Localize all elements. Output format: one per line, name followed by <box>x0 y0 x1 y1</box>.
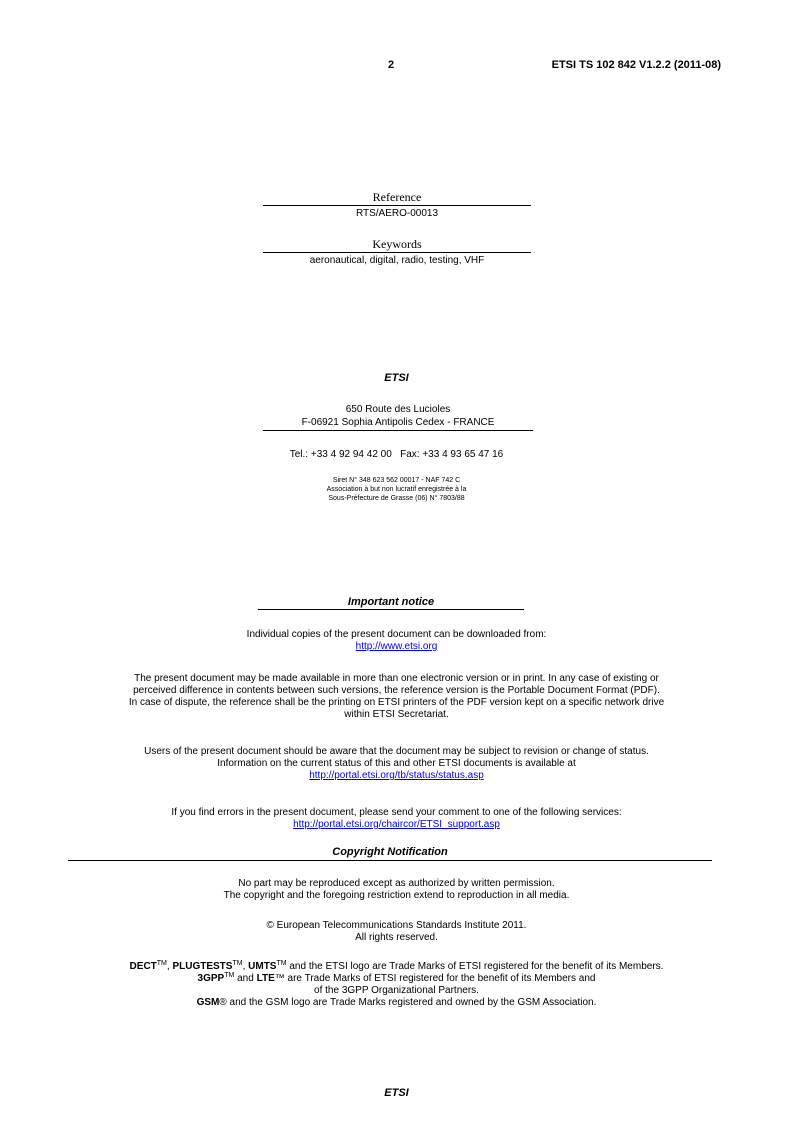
version-line-1: The present document may be made available in more than one electronic version or in print. In any case of existing or <box>134 673 659 684</box>
copyright-heading: Copyright Notification <box>68 846 712 861</box>
keywords-block <box>263 237 531 267</box>
tm-line-1-rest: and the ETSI logo are Trade Marks of ETSI registered for the benefit of its Members. <box>286 961 664 972</box>
version-line-4: within ETSI Secretariat. <box>344 709 449 720</box>
reference-label: Reference <box>263 190 531 206</box>
tm-line-2-rest: ™ are Trade Marks of ETSI registered for the benefit of its Members and <box>274 973 596 984</box>
siret-line-1: Siret N° 348 623 562 00017 - NAF 742 C <box>332 477 461 484</box>
org-address <box>263 403 533 431</box>
version-line-3: In case of dispute, the reference shall be the printing on ETSI printers of the PDF version kept on a specific network drive <box>128 697 665 708</box>
reference-block <box>263 190 531 220</box>
important-notice-heading: Important notice <box>258 596 524 610</box>
tm-and: and <box>234 973 257 984</box>
status-line-2: Information on the current status of this and other ETSI documents is available at <box>217 758 576 769</box>
org-name: ETSI <box>384 372 409 384</box>
tm-gsm: GSM <box>196 997 220 1008</box>
tm-sup-2: TM <box>232 960 243 967</box>
copyright-line-4: All rights reserved. <box>355 932 438 943</box>
reference-value: RTS/AERO-00013 <box>355 208 439 219</box>
tm-dect: DECT <box>129 961 157 972</box>
rights-paragraph <box>60 920 733 944</box>
version-line-2: perceived difference in contents between such versions, the reference version is the Portable Document Format (PDF). <box>133 685 660 696</box>
version-paragraph <box>60 673 733 721</box>
siret-line-3: Sous-Préfecture de Grasse (06) N° 7803/88 <box>328 495 465 502</box>
keywords-value: aeronautical, digital, radio, testing, VHF <box>309 255 485 266</box>
tel-fax: Tel.: +33 4 92 94 42 00 Fax: +33 4 93 65 47 16 <box>289 449 504 460</box>
status-link[interactable]: http://portal.etsi.org/tb/status/status.asp <box>309 770 484 781</box>
support-link[interactable]: http://portal.etsi.org/chaircor/ETSI_support.asp <box>293 819 500 830</box>
tm-umts: UMTS <box>248 961 277 972</box>
trademark-line-3: of the 3GPP Organizational Partners. <box>314 985 479 996</box>
tm-comma-1: , <box>166 961 170 972</box>
errors-text: If you find errors in the present document, please send your comment to one of the following services: <box>171 807 622 818</box>
trademark-line-2 <box>60 973 733 985</box>
tm-line-4-rest: ® and the GSM logo are Trade Marks registered and owned by the GSM Association. <box>219 997 597 1008</box>
download-text: Individual copies of the present document can be downloaded from: <box>246 629 547 640</box>
page-number: 2 <box>388 59 395 71</box>
address-line-1: 650 Route des Lucioles <box>345 404 451 415</box>
etsi-website-link[interactable]: http://www.etsi.org <box>355 641 438 652</box>
siret-info <box>0 476 793 503</box>
copyright-line-1: No part may be reproduced except as authorized by written permission. <box>238 878 555 889</box>
tm-plugtests: PLUGTESTS <box>172 961 233 972</box>
siret-line-2: Association à but non lucratif enregistrée à la <box>326 486 467 493</box>
status-line-1: Users of the present document should be aware that the document may be subject to revision or change of status. <box>144 746 649 757</box>
status-paragraph <box>60 746 733 782</box>
copyright-line-3: © European Telecommunications Standards Institute 2011. <box>266 920 527 931</box>
trademarks-paragraph <box>60 961 733 1009</box>
copyright-line-2: The copyright and the foregoing restriction extend to reproduction in all media. <box>223 890 570 901</box>
trademark-line-4 <box>60 997 733 1009</box>
tm-sup-3: TM <box>276 960 287 967</box>
download-paragraph <box>60 629 733 653</box>
errors-paragraph <box>60 807 733 831</box>
tm-comma-2: , <box>242 961 246 972</box>
tm-sup-1: TM <box>156 960 167 967</box>
tm-lte: LTE <box>256 973 275 984</box>
address-line-2: F-06921 Sophia Antipolis Cedex - FRANCE <box>263 416 533 431</box>
copyright-paragraph <box>60 878 733 902</box>
keywords-label: Keywords <box>263 237 531 253</box>
tm-sup-4: TM <box>224 972 235 979</box>
document-id: ETSI TS 102 842 V1.2.2 (2011-08) <box>551 59 721 71</box>
tm-3gpp: 3GPP <box>197 973 225 984</box>
footer-org: ETSI <box>384 1087 409 1099</box>
trademark-line-1 <box>60 961 733 973</box>
